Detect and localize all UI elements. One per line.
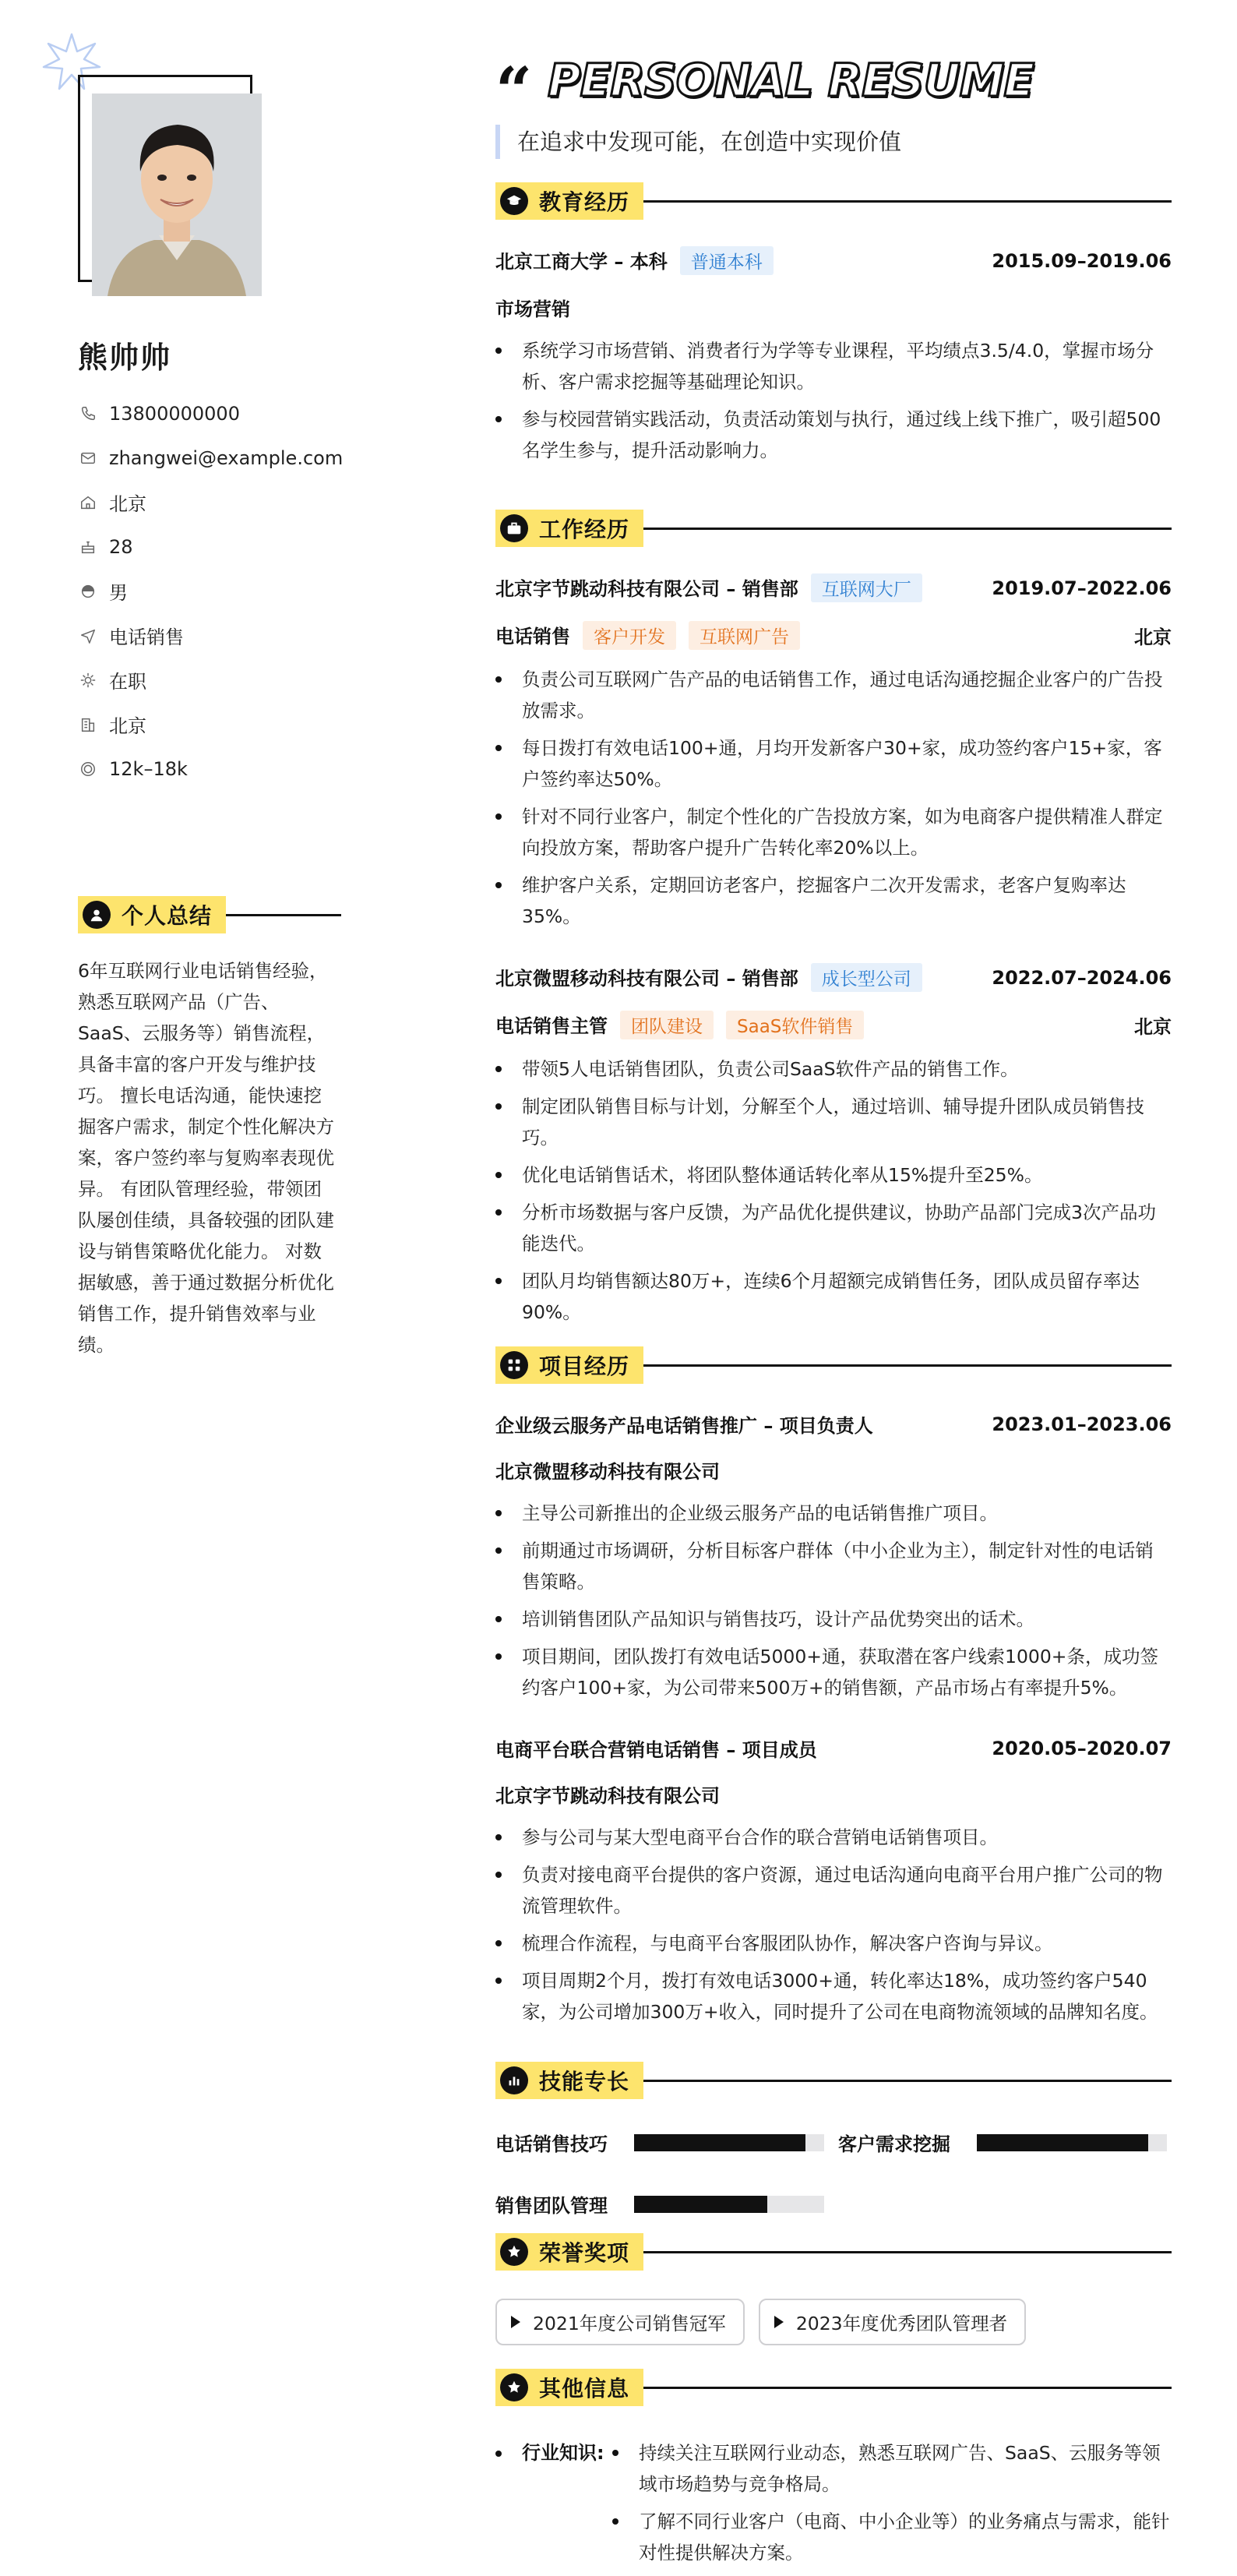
info-target-job <box>78 613 343 658</box>
education-date: 2015.09–2019.06 <box>992 249 1172 272</box>
info-target-city <box>78 702 343 746</box>
skills-section-header <box>495 2062 1172 2099</box>
awards-list <box>495 2299 1172 2345</box>
education-entry <box>495 246 1172 466</box>
work-section-header <box>495 510 1172 547</box>
skill-item <box>838 2129 1172 2156</box>
list-item: 针对不同行业客户，制定个性化的广告投放方案，如为电商客户提供精准人群定向投放方案，帮助客户提升广告转化率20%以上。 <box>495 801 1172 863</box>
project-org: 北京微盟移动科技有限公司 <box>495 1461 720 1483</box>
skills-section <box>495 2062 1172 2218</box>
role-tag: 互联网广告 <box>689 621 800 650</box>
list-item: 参与公司与某大型电商平台合作的联合营销电话销售项目。 <box>495 1822 1172 1853</box>
skill-bar <box>634 2134 824 2151</box>
target-job-text: 电话销售 <box>109 626 184 648</box>
role-tag: SaaS软件销售 <box>726 1011 864 1039</box>
phone-text: 13800000000 <box>109 402 240 425</box>
list-item: 系统学习市场营销、消费者行为学等专业课程，平均绩点3.5/4.0，掌握市场分析、客户需求挖掘等基础理论知识。 <box>495 335 1172 397</box>
work-title: 工作经历 <box>539 517 630 542</box>
status-text: 在职 <box>109 671 146 693</box>
work-bullets <box>495 664 1172 932</box>
skill-item <box>495 2129 838 2156</box>
list-item: 持续关注互联网行业动态，熟悉互联网广告、SaaS、云服务等领域市场趋势与竞争格局。 <box>612 2437 1172 2500</box>
other-bullets <box>612 2437 1172 2574</box>
school-tag: 普通本科 <box>680 246 774 275</box>
summary-title: 个人总结 <box>122 903 213 929</box>
list-item: 项目期间，团队拨打有效电话5000+通，获取潜在客户线索1000+条，成功签约客户100+家，为公司带来500万+的销售额，产品市场占有率提升5%。 <box>495 1641 1172 1703</box>
skills-title: 技能专长 <box>539 2069 630 2094</box>
major: 市场营销 <box>495 298 570 320</box>
work-entry <box>495 573 1172 932</box>
list-item: 带领5人电话销售团队，负责公司SaaS软件产品的销售工作。 <box>495 1053 1172 1085</box>
section-divider <box>643 2080 1172 2082</box>
sidebar <box>0 0 389 2576</box>
email-text: zhangwei@example.com <box>109 446 344 469</box>
list-item: 项目周期2个月，拨打有效电话3000+通，转化率达18%，成功签约客户540家，为公司增加300万+收入，同时提升了公司在电商物流领域的品牌知名度。 <box>495 1965 1172 2027</box>
send-icon <box>78 626 98 646</box>
project-date: 2023.01–2023.06 <box>992 1413 1172 1435</box>
job-city: 北京 <box>1134 626 1172 648</box>
skill-item <box>495 2190 838 2218</box>
awards-section-header <box>495 2233 1172 2271</box>
skill-bar-fill <box>977 2134 1148 2151</box>
other-info-item <box>495 2437 1172 2574</box>
quote-mark-icon: “ <box>495 54 533 129</box>
award-label: 2021年度公司销售冠军 <box>533 2313 726 2334</box>
project-date: 2020.05–2020.07 <box>992 1737 1172 1759</box>
list-item: 前期通过市场调研，分析目标客户群体（中小企业为主），制定针对性的电话销售策略。 <box>495 1535 1172 1597</box>
section-divider <box>643 2251 1172 2253</box>
job-role: 电话销售 <box>495 626 570 648</box>
work-section <box>495 510 1172 1334</box>
info-salary <box>78 746 343 791</box>
section-divider <box>643 2387 1172 2389</box>
cake-icon <box>78 537 98 557</box>
list-item: 维护客户关系，定期回访老客户，挖掘客户二次开发需求，老客户复购率达35%。 <box>495 870 1172 932</box>
work-date: 2019.07–2022.06 <box>992 577 1172 599</box>
skill-bar <box>634 2196 824 2213</box>
summary-text: 6年互联网行业电话销售经验，熟悉互联网产品（广告、SaaS、云服务等）销售流程，具备丰富的客户开发与维护技巧。 擅长电话沟通，能快速挖掘客户需求，制定个性化解决方案，客户签约率与复购率表现优异。 有团队管理经验，带领团队屡创佳绩，具备较强的团队建设与销售策略优化能力。 对数据敏感，善于通过数据分析优化销售工作，提升销售效率与业绩。 <box>78 960 334 1356</box>
play-triangle-icon <box>774 2316 784 2328</box>
education-section-header <box>495 182 1172 220</box>
project-bullets <box>495 1822 1172 2027</box>
list-item: 负责对接电商平台提供的客户资源，通过电话沟通向电商平台用户推广公司的物流管理软件。 <box>495 1859 1172 1921</box>
target-city-text: 北京 <box>109 715 146 737</box>
company-tag: 互联网大厂 <box>811 573 922 602</box>
skill-name: 销售团队管理 <box>495 2195 608 2217</box>
info-status <box>78 658 343 702</box>
work-entry <box>495 963 1172 1328</box>
company-tag: 成长型公司 <box>811 963 922 992</box>
award-icon <box>500 2238 528 2266</box>
avatar <box>92 94 262 296</box>
list-item: 了解不同行业客户（电商、中小企业等）的业务痛点与需求，能针对性提供解决方案。 <box>612 2506 1172 2568</box>
projects-title: 项目经历 <box>539 1353 630 1379</box>
play-triangle-icon <box>511 2316 520 2328</box>
salary-text: 12k–18k <box>109 757 188 780</box>
list-item: 主导公司新推出的企业级云服务产品的电话销售推广项目。 <box>495 1498 1172 1529</box>
building-icon <box>78 715 98 735</box>
job-role: 电话销售主管 <box>495 1015 608 1037</box>
skill-name: 客户需求挖掘 <box>838 2133 950 2155</box>
info-location <box>78 480 343 524</box>
briefcase-icon <box>500 514 528 542</box>
resume-title-row <box>495 45 1034 129</box>
award-label: 2023年度优秀团队管理者 <box>795 2313 1008 2334</box>
info-phone <box>78 391 343 436</box>
job-city: 北京 <box>1134 1016 1172 1038</box>
list-item: 参与校园营销实践活动，负责活动策划与执行，通过线上线下推广，吸引超500名学生参与，提升活动影响力。 <box>495 404 1172 466</box>
role-tag: 团队建设 <box>620 1011 714 1039</box>
list-item: 制定团队销售目标与计划，分解至个人，通过培训、辅导提升团队成员销售技巧。 <box>495 1091 1172 1153</box>
list-item: 培训销售团队产品知识与销售技巧，设计产品优势突出的话术。 <box>495 1604 1172 1635</box>
list-item: 分析市场数据与客户反馈，为产品优化提供建议，协助产品部门完成3次产品功能迭代。 <box>495 1197 1172 1259</box>
location-text: 北京 <box>109 493 146 515</box>
education-section <box>495 182 1172 472</box>
other-label: 行业知识: <box>522 2442 604 2464</box>
awards-section <box>495 2233 1172 2345</box>
age-text: 28 <box>109 535 133 558</box>
work-bullets <box>495 1053 1172 1328</box>
skill-bar-fill <box>634 2134 805 2151</box>
home-icon <box>78 492 98 513</box>
phone-icon <box>78 404 98 424</box>
section-divider <box>226 914 341 916</box>
project-bullets <box>495 1498 1172 1703</box>
candidate-name: 熊帅帅 <box>78 341 172 375</box>
summary-section-header <box>78 896 341 933</box>
skill-bar-fill <box>634 2196 767 2213</box>
award-chip <box>495 2299 745 2345</box>
project-org: 北京字节跳动科技有限公司 <box>495 1785 720 1807</box>
section-divider <box>643 1364 1172 1367</box>
skill-name: 电话销售技巧 <box>495 2133 608 2155</box>
project-entry <box>495 1410 1172 1703</box>
other-section <box>495 2369 1172 2574</box>
tagline: 在追求中发现可能，在创造中实现价值 <box>495 125 901 159</box>
projects-section-header <box>495 1346 1172 1384</box>
role-tag: 客户开发 <box>583 621 676 650</box>
info-age <box>78 524 343 569</box>
skills-grid <box>495 2129 1172 2218</box>
list-item: 团队月均销售额达80万+，连续6个月超额完成销售任务，团队成员留存率达90%。 <box>495 1265 1172 1328</box>
other-title: 其他信息 <box>539 2376 630 2401</box>
projects-section <box>495 1346 1172 2034</box>
graduation-cap-icon <box>500 187 528 215</box>
section-divider <box>643 528 1172 530</box>
user-icon <box>83 901 111 929</box>
section-divider <box>643 200 1172 203</box>
work-date: 2022.07–2024.06 <box>992 966 1172 989</box>
contact-info-list <box>78 391 343 791</box>
project-entry <box>495 1734 1172 2027</box>
list-item: 负责公司互联网广告产品的电话销售工作，通过电话沟通挖掘企业客户的广告投放需求。 <box>495 664 1172 726</box>
list-item: 每日拨打有效电话100+通，月均开发新客户30+家，成功签约客户15+家，客户签约率达50%。 <box>495 732 1172 795</box>
awards-title: 荣誉奖项 <box>539 2240 630 2266</box>
bullet-dot <box>495 2451 502 2457</box>
list-item: 梳理合作流程，与电商平台客服团队协作，解决客户咨询与异议。 <box>495 1928 1172 1959</box>
project-name: 电商平台联合营销电话销售 – 项目成员 <box>495 1739 817 1761</box>
grid-icon <box>500 1351 528 1379</box>
project-name: 企业级云服务产品电话销售推广 – 项目负责人 <box>495 1415 873 1437</box>
mail-icon <box>78 448 98 468</box>
other-section-header <box>495 2369 1172 2406</box>
resume-title: PERSONAL RESUME <box>548 54 1034 107</box>
school-name: 北京工商大学 – 本科 <box>495 251 668 273</box>
gender-icon <box>78 581 98 602</box>
coin-icon <box>78 759 98 779</box>
education-bullets <box>495 335 1172 466</box>
skill-bar <box>977 2134 1167 2151</box>
info-email <box>78 436 343 480</box>
info-gender <box>78 569 343 613</box>
company-name: 北京微盟移动科技有限公司 – 销售部 <box>495 968 798 990</box>
list-item: 优化电话销售话术，将团队整体通话转化率从15%提升至25%。 <box>495 1159 1172 1191</box>
star-badge-icon <box>500 2373 528 2401</box>
award-chip <box>759 2299 1026 2345</box>
education-title: 教育经历 <box>539 189 630 215</box>
bar-chart-icon <box>500 2066 528 2094</box>
company-name: 北京字节跳动科技有限公司 – 销售部 <box>495 578 798 600</box>
status-gear-icon <box>78 670 98 690</box>
gender-text: 男 <box>109 582 128 604</box>
